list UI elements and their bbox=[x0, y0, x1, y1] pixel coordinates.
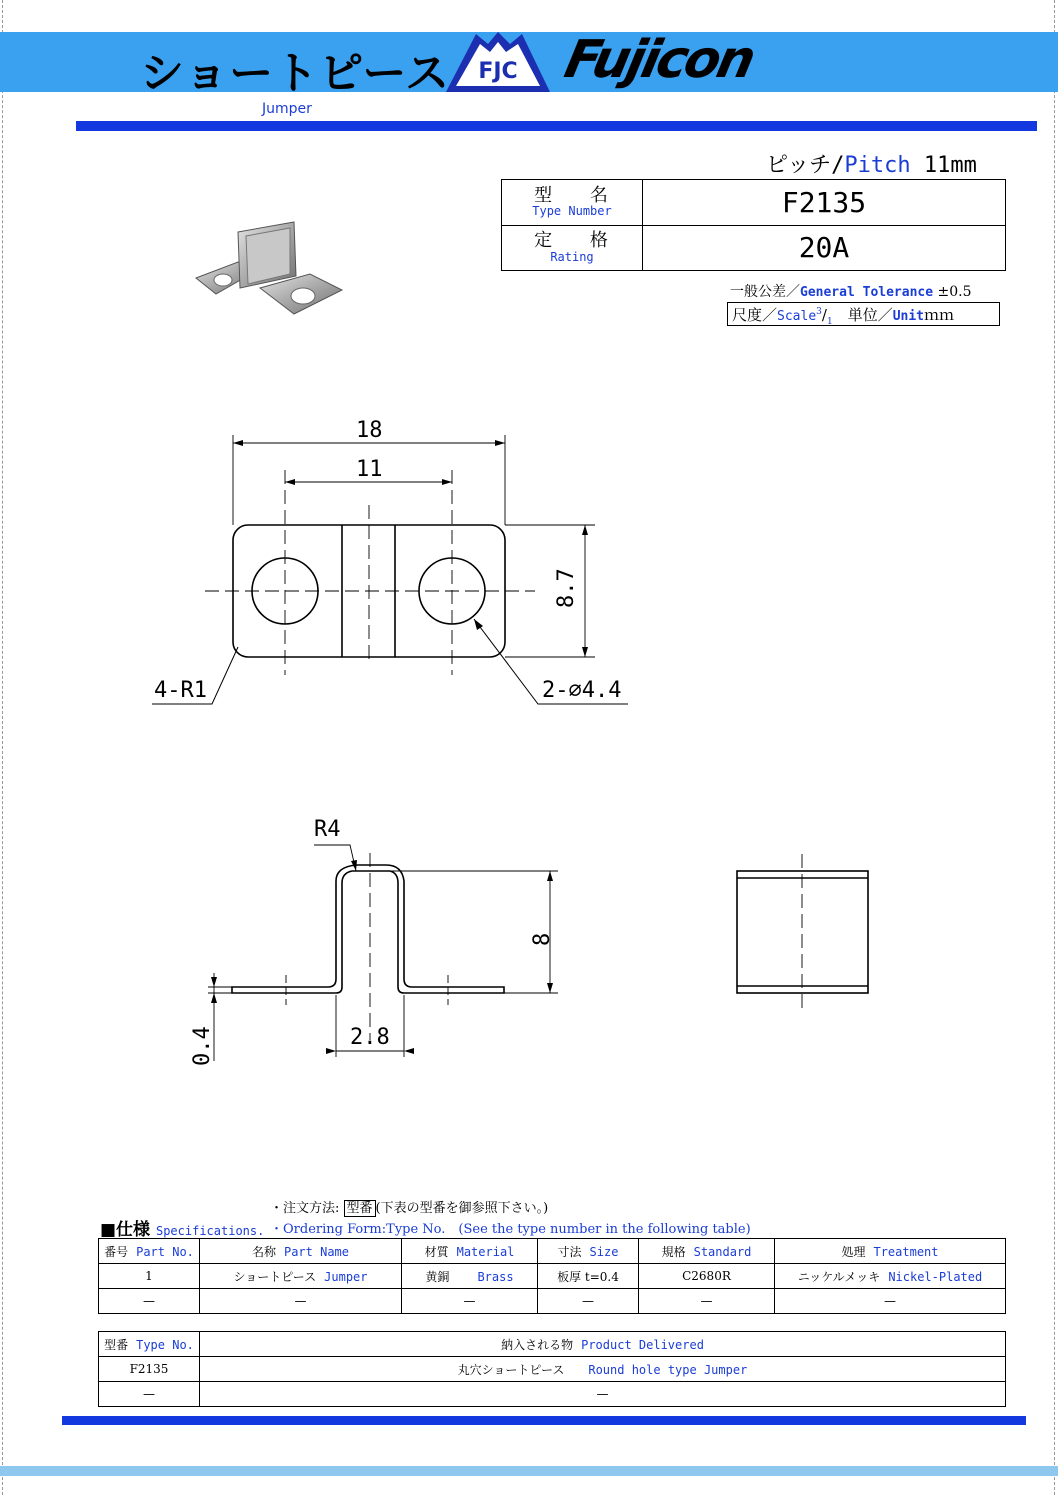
fjc-logo bbox=[442, 30, 554, 94]
dim-hole-diameter: 2-∅4.4 bbox=[542, 678, 622, 703]
table-row: F2135 丸穴ショートピース Round hole type Jumper bbox=[99, 1357, 1006, 1382]
table-row: 1 ショートピース Jumper 黄銅 Brass 板厚 t=0.4 C2680R ニッケルメッキ Nickel-Plated bbox=[99, 1264, 1006, 1289]
table-row: — — bbox=[99, 1382, 1006, 1407]
table-row: — — — — — — bbox=[99, 1289, 1006, 1314]
general-tolerance: 一般公差／General Tolerance ±0.5 bbox=[730, 284, 972, 300]
brand-name: Fujicon bbox=[559, 30, 759, 90]
dim-width-18: 18 bbox=[356, 418, 383, 443]
product-photo bbox=[190, 218, 350, 323]
rating-label-jp: 定 格 bbox=[534, 230, 624, 251]
pitch-label: ピッチ/Pitch 11mm bbox=[766, 153, 977, 178]
top-rule bbox=[76, 121, 1037, 131]
type-number-value: F2135 bbox=[643, 180, 1006, 226]
dim-gap-2-8: 2.8 bbox=[350, 1025, 390, 1050]
type-rating-table bbox=[501, 179, 1006, 271]
fjc-logo-text: FJC bbox=[478, 59, 518, 84]
type-label-en: Type Number bbox=[532, 204, 612, 219]
footer-band bbox=[0, 1466, 1058, 1476]
scale-unit-box: 尺度$/Scale^3/_1$ 単位／Unitｍｍ bbox=[727, 302, 1000, 326]
dim-bend-radius-r4: R4 bbox=[314, 817, 341, 842]
ordering-method-en: ・Ordering Form:Type No. (See the type number in the following table) bbox=[270, 1222, 751, 1237]
bottom-rule bbox=[62, 1416, 1026, 1425]
rating-value: 20A bbox=[643, 225, 1006, 271]
spec-header-row: 番号 Part No. 名称 Part Name 材質 Material 寸法 Size 規格 Standard 処理 Treatment bbox=[99, 1239, 1006, 1264]
dim-radius-4-r1: 4-R1 bbox=[154, 678, 207, 703]
front-view-drawing bbox=[725, 850, 885, 1015]
page-title: ショートピース bbox=[140, 48, 451, 99]
rating-label-en: Rating bbox=[550, 249, 594, 264]
dim-height-8: 8 bbox=[530, 932, 555, 946]
dim-thickness-0-4: 0.4 bbox=[190, 1026, 215, 1066]
dim-pitch-11: 11 bbox=[356, 457, 383, 482]
subtitle: Jumper bbox=[262, 101, 312, 117]
spec-heading: ■仕様 Specifications. bbox=[100, 1220, 265, 1240]
delivered-table bbox=[98, 1331, 1006, 1407]
delivered-header-row: 型番 Type No. 納入される物 Product Delivered bbox=[99, 1332, 1006, 1357]
dim-height-8-7: 8.7 bbox=[554, 568, 579, 608]
type-label-jp: 型 名 bbox=[534, 184, 624, 206]
ordering-method: ・注文方法: 型番 (下表の型番を御参照下さい。) bbox=[270, 1201, 549, 1216]
spec-table bbox=[98, 1238, 1006, 1314]
